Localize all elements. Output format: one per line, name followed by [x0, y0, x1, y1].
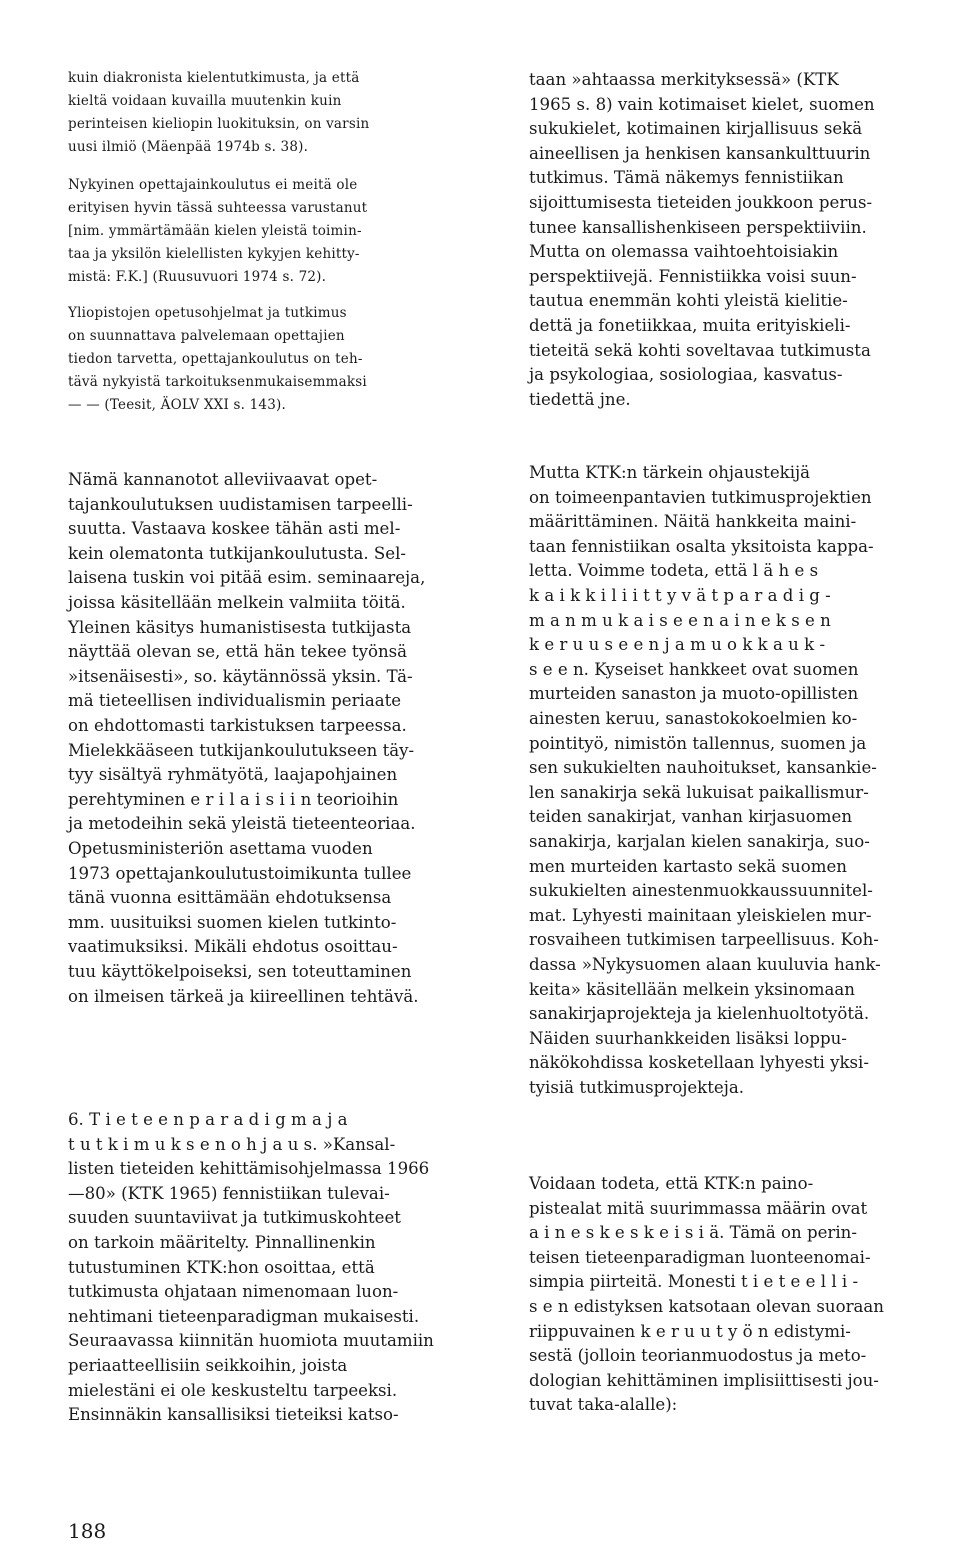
text-line: taan »ahtaassa merkityksessä» (KTK [529, 70, 839, 89]
text-line: tunee kansallishenkiseen perspektiiviin. [529, 217, 867, 237]
text-line: Yliopistojen opetusohjelmat ja tutkimus [68, 305, 347, 321]
text-line: mm. uusituiksi suomen kielen tutkinto- [68, 912, 397, 932]
text-line: ja psykologiaa, sosiologiaa, kasvatus- [529, 365, 843, 385]
text-line: dologian kehittäminen implisiittisesti jou- [529, 1370, 879, 1390]
text-line: Opetusministeriön asettama vuoden [68, 839, 373, 858]
text-line: 1965 s. 8) vain kotimaiset kielet, suomen [529, 94, 875, 114]
page-number: 188 [68, 1519, 107, 1543]
text-line: Ensinnäkin kansallisiksi tieteiksi katso- [68, 1405, 399, 1425]
text-line: on tarkoin määritelty. Pinnallinenkin [68, 1233, 376, 1252]
text-line: tutkimus. Tämä näkemys fennistiikan [529, 168, 844, 188]
text-line: tyy sisältyä ryhmätyötä, laajapohjainen [68, 765, 398, 785]
text-line: mistä: F.K.] (Ruusuvuori 1974 s. 72). [68, 268, 327, 285]
text-line: tajankoulutuksen uudistamisen tarpeelli- [68, 494, 413, 514]
text-line: taa ja yksilön kielellisten kykyjen kehitty- [68, 245, 360, 262]
text-line: perinteisen kieliopin luokituksin, on varsin [68, 115, 370, 132]
text-line: men murteiden kartasto sekä suomen [529, 856, 847, 876]
text-line: dettä ja fonetiikkaa, muita erityiskieli- [529, 316, 851, 335]
text-line: s e e n. Kyseiset hankkeet ovat suomen [529, 659, 859, 679]
text-line: on ilmeisen tärkeä ja kiireellinen tehtävä. [68, 986, 419, 1006]
text-line: periaatteellisiin seikkoihin, joista [68, 1356, 348, 1375]
text-line: Voidaan todeta, että KTK:n paino- [529, 1174, 814, 1193]
text-line: nehtimani tieteenparadigman mukaisesti. [68, 1306, 420, 1326]
text-line: sanakirja, karjalan kielen sanakirja, suo- [529, 832, 870, 851]
text-line: aineellisen ja henkisen kansankulttuurin [529, 143, 871, 163]
text-line: Yleinen käsitys humanistisesta tutkijasta [68, 617, 412, 637]
text-line: murteiden sanaston ja muoto-opillisten [529, 684, 859, 704]
text-line: ja metodeihin sekä yleistä tieteenteoriaa. [68, 814, 416, 834]
text-line: laisena tuskin voi pitää esim. seminaareja, [68, 568, 426, 588]
text-line: tuu käyttökelpoiseksi, sen toteuttaminen [68, 962, 412, 981]
text-line: tiedettä jne. [529, 389, 631, 409]
text-line: perspektiivejä. Fennistiikka voisi suun- [529, 266, 857, 286]
text-line: Seuraavassa kiinnitän huomiota muutamiin [68, 1331, 434, 1351]
text-line: mielestäni ei ole keskusteltu tarpeeksi. [68, 1380, 398, 1400]
text-line: on toimeenpantavien tutkimusprojektien [529, 487, 872, 507]
text-line: Nämä kannanotot alleviivaavat opet- [68, 470, 378, 489]
text-line: Mielekkääseen tutkijankoulutukseen täy- [68, 740, 415, 760]
text-line: simpia piirteitä. Monesti t i e t e e l l i - [529, 1272, 859, 1292]
text-line: Nykyinen opettajainkoulutus ei meitä ole [68, 177, 358, 193]
text-line: suuden suuntaviivat ja tutkimuskohteet [68, 1208, 401, 1228]
text-line: letta. Voimme todeta, että l ä h e s [529, 561, 819, 581]
text-line: k e r u u s e e n j a m u o k k a u k - [529, 635, 826, 655]
text-line: sestä (jolloin teorianmuodostus ja meto- [529, 1346, 867, 1366]
text-line: tautua enemmän kohti yleistä kielitie- [529, 291, 848, 311]
text-line: ainesten keruu, sanastokokoelmien ko- [529, 709, 858, 728]
text-line: näkökohdissa kosketellaan lyhyesti yksi- [529, 1053, 869, 1073]
text-line: pointityö, nimistön tallennus, suomen ja [529, 733, 867, 753]
text-line: k a i k k i l i i t t y v ä t p a r a d i g - [529, 586, 831, 605]
text-line: joissa käsitellään melkein valmiita töitä. [68, 593, 406, 612]
text-line: tuvat taka-alalle): [529, 1395, 678, 1415]
text-line: on ehdottomasti tarkistuksen tarpeessa. [68, 716, 407, 735]
text-line: [nim. ymmärtämään kielen yleistä toimin- [68, 222, 362, 239]
text-line: määrittäminen. Näitä hankkeita maini- [529, 512, 857, 532]
text-line: m a n m u k a i s e e n a i n e k s e n [529, 610, 831, 630]
text-line: listen tieteiden kehittämisohjelmassa 1966 [68, 1159, 430, 1179]
text-line: 6. T i e t e e n p a r a d i g m a j a [68, 1110, 348, 1129]
text-line: tiedon tarvetta, opettajankoulutus on teh- [68, 350, 363, 367]
text-line: dassa »Nykysuomen alaan kuuluvia hank- [529, 955, 881, 974]
text-line: riippuvainen k e r u u t y ö n edistymi- [529, 1321, 851, 1341]
text-line: mat. Lyhyesti mainitaan yleiskielen mur- [529, 905, 872, 925]
text-line: kieltä voidaan kuvailla muutenkin kuin [68, 92, 342, 109]
text-line: tieteitä sekä kohti soveltavaa tutkimusta [529, 340, 871, 360]
text-line: kuin diakronista kielentutkimusta, ja että [68, 70, 360, 86]
text-line: —80» (KTK 1965) fennistiikan tulevai- [68, 1183, 390, 1203]
text-line: — — (Teesit, ÄOLV XXI s. 143). [68, 396, 286, 413]
text-line: sanakirjaprojekteja ja kielenhuoltotyötä. [529, 1004, 870, 1024]
text-line: on suunnattava palvelemaan opettajien [68, 327, 345, 344]
text-line: teiden sanakirjat, vanhan kirjasuomen [529, 807, 853, 827]
text-line: s e n edistyksen katsotaan olevan suoraan [529, 1297, 884, 1316]
text-line: kein olematonta tutkijankoulutusta. Sel- [68, 543, 406, 563]
text-line: »itsenäisesti», so. käytännössä yksin. Tä- [68, 666, 413, 686]
text-line: erityisen hyvin tässä suhteessa varustanut [68, 199, 368, 216]
text-line: suutta. Vastaava koskee tähän asti mel- [68, 519, 401, 539]
text-line: näyttää olevan se, että hän tekee työnsä [68, 642, 408, 662]
text-line: tänä vuonna esittämään ehdotuksensa [68, 888, 392, 908]
text-line: vaatimuksiksi. Mikäli ehdotus osoittau- [68, 937, 398, 957]
text-line: keita» käsitellään melkein yksinomaan [529, 979, 855, 999]
text-line: pistealat mitä suurimmassa määrin ovat [529, 1198, 868, 1218]
text-line: mä tieteellisen individualismin periaate [68, 691, 402, 711]
text-line: tutustuminen KTK:hon osoittaa, että [68, 1257, 375, 1277]
text-line: tyisiä tutkimusprojekteja. [529, 1078, 745, 1097]
text-line: Mutta on olemassa vaihtoehtoisiakin [529, 242, 839, 262]
text-line: taan fennistiikan osalta yksitoista kappa- [529, 536, 874, 556]
text-line: sijoittumisesta tieteiden joukkoon perus- [529, 193, 873, 212]
text-line: len sanakirja sekä lukuisat paikallismur- [529, 782, 869, 802]
text-line: teisen tieteenparadigman luonteenomai- [529, 1247, 871, 1267]
text-line: Näiden suurhankkeiden lisäksi loppu- [529, 1028, 847, 1048]
text-line: perehtyminen e r i l a i s i i n teorioihin [68, 789, 399, 809]
text-line: 1973 opettajankoulutustoimikunta tullee [68, 863, 412, 883]
text-line: tutkimusta ohjataan nimenomaan luon- [68, 1282, 399, 1302]
text-line: a i n e s k e s k e i s i ä. Tämä on perin- [529, 1223, 857, 1243]
text-line: Mutta KTK:n tärkein ohjaustekijä [529, 463, 811, 482]
text-line: t u t k i m u k s e n o h j a u s. »Kansal- [68, 1134, 396, 1154]
text-line: rosvaiheen tutkimisen tarpeellisuus. Koh- [529, 930, 879, 950]
text-line: sen sukukielten nauhoitukset, kansankie- [529, 758, 877, 778]
text-line: uusi ilmiö (Mäenpää 1974b s. 38). [68, 138, 309, 155]
text-line: sukukielten ainestenmuokkaussuunnitel- [529, 881, 873, 901]
text-line: tävä nykyistä tarkoituksenmukaisemmaksi [68, 373, 367, 390]
text-line: sukukielet, kotimainen kirjallisuus sekä [529, 119, 863, 139]
